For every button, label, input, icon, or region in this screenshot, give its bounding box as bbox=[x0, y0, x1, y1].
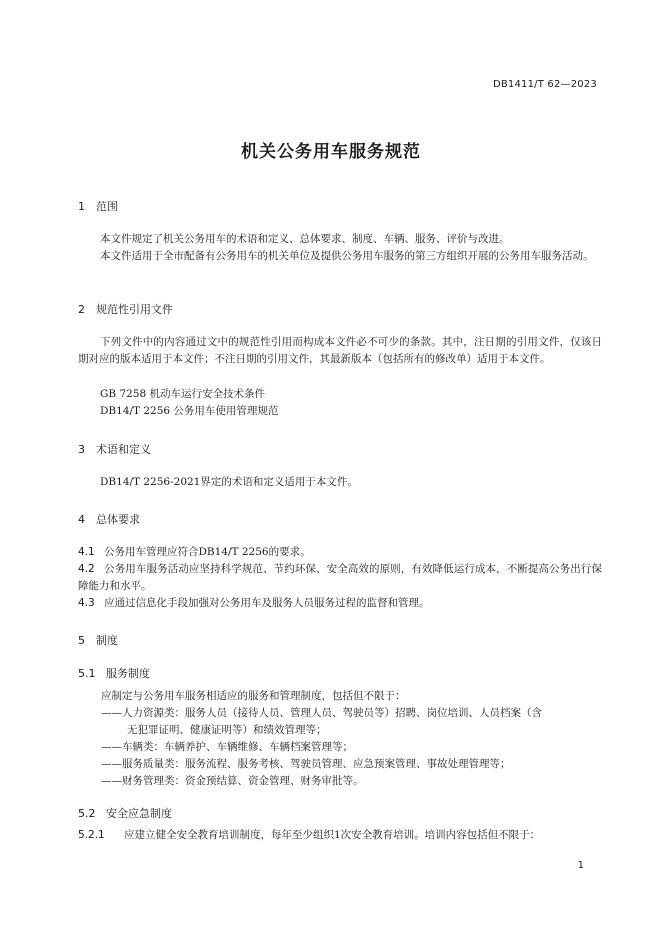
clause bbox=[78, 827, 602, 844]
clause-text: 公务用车服务活动应坚持科学规范、节约环保、安全高效的原则，有效降低运行成本，不断提高公务出行保障能力和水平。 bbox=[78, 563, 602, 592]
clause bbox=[78, 595, 602, 612]
section-heading-5 bbox=[78, 632, 118, 648]
section-title: 总体要求 bbox=[96, 513, 140, 526]
section-number: 5 bbox=[78, 634, 85, 647]
section-number: 2 bbox=[78, 303, 85, 316]
dash-marker: —— bbox=[101, 707, 122, 719]
section-title: 范围 bbox=[96, 200, 118, 213]
section-heading-4 bbox=[78, 511, 140, 527]
list-item-text: 服务质量类：服务流程、服务考核、驾驶员管理、应急预案管理、事故处理管理等； bbox=[122, 758, 511, 770]
page-number: 1 bbox=[577, 860, 584, 871]
paragraph: 本文件规定了机关公务用车的术语和定义、总体要求、制度、车辆、服务、评价与改进。 bbox=[100, 233, 510, 245]
clause-text: 公务用车管理应符合DB14/T 2256的要求。 bbox=[104, 546, 311, 558]
clause-text: 应通过信息化手段加强对公务用车及服务人员服务过程的监督和管理。 bbox=[104, 597, 430, 609]
subsection-heading-5-2 bbox=[78, 805, 172, 821]
document-code: DB1411/T 62—2023 bbox=[492, 79, 597, 90]
page-title: 机关公务用车服务规范 bbox=[241, 142, 421, 162]
clause-number: 4.3 bbox=[78, 597, 95, 609]
clause bbox=[78, 561, 602, 595]
section-heading-3 bbox=[78, 441, 151, 457]
section-number: 4 bbox=[78, 513, 85, 526]
subsection-number: 5.1 bbox=[78, 667, 96, 680]
dash-marker: —— bbox=[101, 758, 122, 770]
list-item-text: 财务管理类：资金预结算、资金管理、财务审批等。 bbox=[122, 775, 364, 787]
list-item bbox=[101, 705, 601, 739]
section-heading-1 bbox=[78, 198, 118, 214]
normative-reference: DB14/T 2256 公务用车使用管理规范 bbox=[100, 405, 279, 417]
section-number: 1 bbox=[78, 200, 85, 213]
dash-marker: —— bbox=[101, 775, 122, 787]
section-number: 3 bbox=[78, 443, 85, 456]
section-heading-2 bbox=[78, 301, 173, 317]
list-item-text: 车辆类：车辆养护、车辆维修、车辆档案管理等； bbox=[122, 741, 353, 753]
list-item bbox=[101, 756, 601, 773]
paragraph: 本文件适用于全市配备有公务用车的机关单位及提供公务用车服务的第三方组织开展的公务用车服务活动。 bbox=[100, 250, 594, 262]
subsection-title: 安全应急制度 bbox=[106, 807, 172, 820]
paragraph: 下列文件中的内容通过文中的规范性引用而构成本文件必不可少的条款。其中，注日期的引用文件，仅该日期对应的版本适用于本文件；不注日期的引用文件，其最新版本（包括所有的修改单）适用于本文件。 bbox=[78, 336, 602, 365]
dash-marker: —— bbox=[101, 741, 122, 753]
subsection-heading-5-1 bbox=[78, 665, 150, 681]
section-title: 术语和定义 bbox=[96, 443, 151, 456]
clause-number: 4.1 bbox=[78, 546, 95, 558]
clause-number: 5.2.1 bbox=[78, 829, 105, 841]
paragraph: 应制定与公务用车服务相适应的服务和管理制度，包括但不限于： bbox=[101, 690, 406, 702]
normative-reference: GB 7258 机动车运行安全技术条件 bbox=[100, 388, 266, 400]
section-title: 规范性引用文件 bbox=[96, 303, 173, 316]
clause-number: 4.2 bbox=[78, 563, 95, 575]
list-item bbox=[101, 773, 601, 790]
clause-text: 应建立健全安全教育培训制度，每年至少组织1次安全教育培训。培训内容包括但不限于： bbox=[124, 829, 541, 841]
subsection-title: 服务制度 bbox=[106, 667, 150, 680]
list-item-text-cont: 无犯罪证明、健康证明等）和绩效管理等； bbox=[127, 724, 327, 736]
subsection-number: 5.2 bbox=[78, 807, 96, 820]
clause bbox=[78, 544, 602, 561]
list-item-text: 人力资源类：服务人员（接待人员、管理人员、驾驶员等）招聘、岗位培训、人员档案（含 bbox=[122, 707, 542, 719]
list-item bbox=[101, 739, 601, 756]
paragraph: DB14/T 2256-2021界定的术语和定义适用于本文件。 bbox=[100, 476, 358, 488]
section-title: 制度 bbox=[96, 634, 118, 647]
